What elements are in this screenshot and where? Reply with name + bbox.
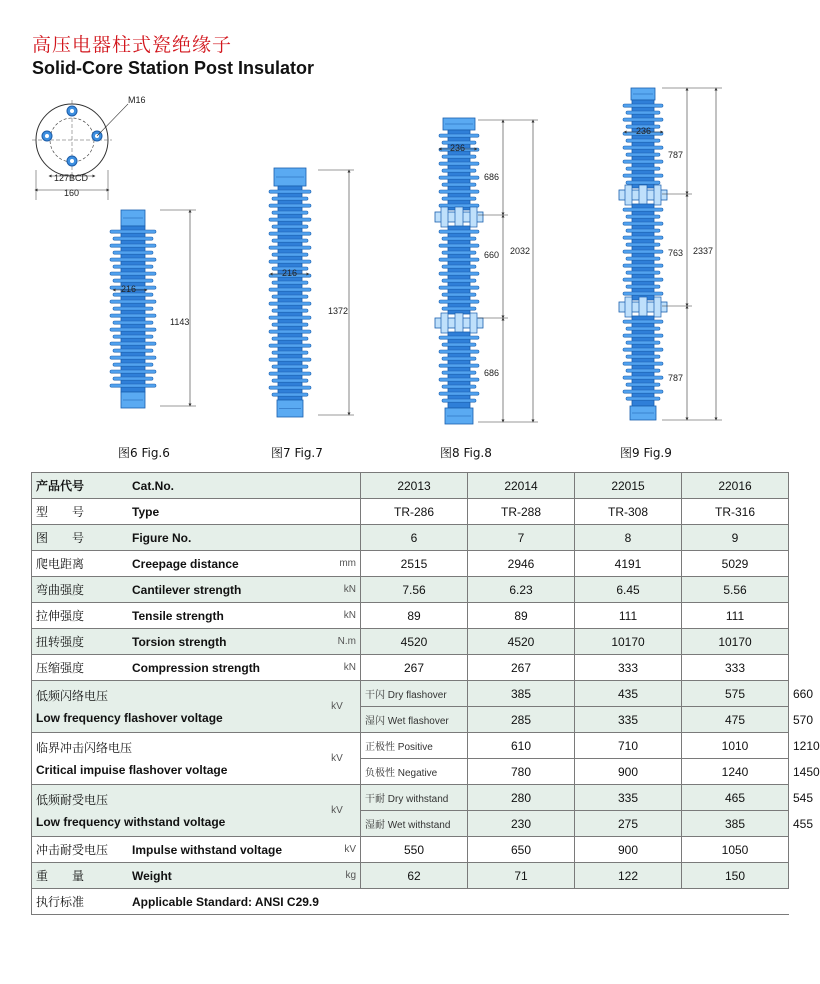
table-row-standard: [32, 889, 789, 915]
fig9-upper-label: 787: [668, 150, 684, 160]
row-label-en: Figure No.: [128, 525, 314, 551]
fig9-height-label: 2337: [693, 246, 714, 256]
cell-value: TR-308: [575, 499, 682, 525]
table-row-impulse_withstand: [32, 837, 789, 863]
top-view-diagram: [32, 95, 146, 200]
cell-value: 335: [575, 707, 682, 733]
cell-value: 1010: [682, 733, 789, 759]
row-label-cn: 执行标准: [32, 889, 129, 915]
cell-value: 465: [682, 785, 789, 811]
cell-value: 333: [575, 655, 682, 681]
row-unit: kg: [314, 863, 361, 889]
cell-value: 10170: [682, 629, 789, 655]
title-english: Solid-Core Station Post Insulator: [32, 58, 315, 78]
table-row-lf_withstand-wet: 湿耐 Wet withstand 230 275 385 455: [32, 811, 789, 837]
cell-value: 7.56: [361, 577, 468, 603]
cell-value: 275: [575, 811, 682, 837]
row-label-en: Compression strength: [128, 655, 314, 681]
group-unit: kV: [314, 785, 361, 837]
row-label-cn: 冲击耐受电压: [32, 837, 129, 863]
row-label-en: Weight: [128, 863, 314, 889]
insulator-drawings: [0, 80, 770, 470]
fig6-height-label: 1143: [170, 317, 190, 327]
group-label-cn: 临界冲击闪络电压: [36, 740, 133, 755]
cell-value: 230: [468, 811, 575, 837]
fig8-diameter-label: 236: [450, 143, 466, 153]
cell-value: 610: [468, 733, 575, 759]
cell-value: TR-286: [361, 499, 468, 525]
cell-value: 1240: [682, 759, 789, 785]
cell-value: 575: [682, 681, 789, 707]
cell-value: 22015: [575, 473, 682, 499]
row-label-cn: 拉伸强度: [32, 603, 129, 629]
cell-value: 111: [575, 603, 682, 629]
row-label-cn: 产品代号: [32, 473, 129, 499]
row-label-en: Tensile strength: [128, 603, 314, 629]
sub-label: 正极性 Positive: [361, 733, 468, 759]
cell-value: 22016: [682, 473, 789, 499]
table-row-torsion: [32, 629, 789, 655]
cell-value: 89: [361, 603, 468, 629]
bolt-circle-label: 127BCD: [54, 173, 89, 183]
cell-value: 122: [575, 863, 682, 889]
figure-caption-8: 图8 Fig.8: [440, 446, 492, 460]
cell-value: 89: [468, 603, 575, 629]
table-row-impulse_flashover-pos: 临界冲击闪络电压 Critical impuise flashover voltage kV 正极性 Positive 610 710 1010 1210: [32, 733, 789, 759]
cell-value: 62: [361, 863, 468, 889]
cell-value: 780: [468, 759, 575, 785]
table-row-compression: [32, 655, 789, 681]
fig9-mid-label: 763: [668, 248, 684, 258]
group-label-en: Low frequency flashover voltage: [36, 710, 223, 725]
insulator-fig7: [269, 168, 311, 417]
cell-value: 435: [575, 681, 682, 707]
table-row-weight: [32, 863, 789, 889]
bolt-size-label: M16: [128, 95, 146, 105]
group-label-en: Critical impuise flashover voltage: [36, 762, 228, 777]
cell-value: 475: [682, 707, 789, 733]
sub-label: 湿闪 Wet flashover: [361, 707, 468, 733]
cell-value: TR-288: [468, 499, 575, 525]
row-label-cn: 弯曲强度: [32, 577, 129, 603]
row-label-en: Applicable Standard: ANSI C29.9: [128, 889, 789, 915]
group-label-cn: 低频闪络电压: [36, 688, 109, 703]
cell-value: 71: [468, 863, 575, 889]
fig7-height-label: 1372: [328, 306, 349, 316]
sub-label: 负极性 Negative: [361, 759, 468, 785]
row-label-en: Cantilever strength: [128, 577, 314, 603]
cell-value: 710: [575, 733, 682, 759]
fig9-diameter-label: 236: [636, 126, 652, 136]
row-label-cn: 图 号: [32, 525, 129, 551]
cell-value: 333: [682, 655, 789, 681]
diameter-label: 160: [64, 188, 80, 198]
cell-value: 8: [575, 525, 682, 551]
row-label-cn: 扭转强度: [32, 629, 129, 655]
group-label: [32, 681, 315, 733]
row-unit: kN: [314, 577, 361, 603]
row-unit: kN: [314, 603, 361, 629]
fig8-upper-label: 686: [484, 172, 500, 182]
fig8-height-label: 2032: [510, 246, 531, 256]
row-unit: mm: [314, 551, 361, 577]
cell-value: 900: [575, 837, 682, 863]
fig8-lower-label: 686: [484, 368, 500, 378]
cell-value: 6: [361, 525, 468, 551]
row-unit: kV: [314, 837, 361, 863]
cell-value: 111: [682, 603, 789, 629]
table-row-type: [32, 499, 789, 525]
cell-value: 4520: [468, 629, 575, 655]
row-label-en: Creepage distance: [128, 551, 314, 577]
cell-value: 285: [468, 707, 575, 733]
row-unit: kN: [314, 655, 361, 681]
row-unit: N.m: [314, 629, 361, 655]
figure-caption-7: 图7 Fig.7: [271, 446, 323, 460]
cell-value: TR-316: [682, 499, 789, 525]
cell-value: 280: [468, 785, 575, 811]
fig7-diameter-label: 216: [282, 268, 298, 278]
group-label-cn: 低频耐受电压: [36, 792, 109, 807]
insulator-fig6: [110, 210, 156, 408]
row-label-cn: 爬电距离: [32, 551, 129, 577]
cell-value: 150: [682, 863, 789, 889]
cell-value: 335: [575, 785, 682, 811]
cell-value: 5029: [682, 551, 789, 577]
group-unit: kV: [314, 733, 361, 785]
cell-value: 650: [468, 837, 575, 863]
sub-label: 湿耐 Wet withstand: [361, 811, 468, 837]
cell-value: 385: [682, 811, 789, 837]
figure-caption-6: 图6 Fig.6: [118, 446, 170, 460]
table-row-tensile: [32, 603, 789, 629]
table-row-creepage: [32, 551, 789, 577]
cell-value: 2946: [468, 551, 575, 577]
cell-value: 900: [575, 759, 682, 785]
cell-value: 5.56: [682, 577, 789, 603]
group-label: [32, 733, 315, 785]
table-row-cantilever: [32, 577, 789, 603]
spec-table: [31, 472, 820, 915]
cell-value: 10170: [575, 629, 682, 655]
table-row-lf-flashover-dry: 低频闪络电压 Low frequency flashover voltage kV 干闪 Dry flashover 385 435 575 660: [32, 681, 789, 707]
table-row-catno: [32, 473, 789, 499]
cell-value: 2515: [361, 551, 468, 577]
table-row-lf_withstand-dry: 低频耐受电压 Low frequency withstand voltage kV 干耐 Dry withstand 280 335 465 545: [32, 785, 789, 811]
cell-value: 267: [468, 655, 575, 681]
table-row-lf-flashover-wet: 湿闪 Wet flashover 285 335 475 570: [32, 707, 789, 733]
figure-caption-9: 图9 Fig.9: [620, 446, 672, 460]
sub-label: 干耐 Dry withstand: [361, 785, 468, 811]
cell-value: 4520: [361, 629, 468, 655]
fig6-diameter-label: 216: [121, 284, 137, 294]
sub-label: 干闪 Dry flashover: [361, 681, 468, 707]
insulator-fig9: [619, 88, 667, 420]
cell-value: 7: [468, 525, 575, 551]
group-label: [32, 785, 315, 837]
cell-value: 6.45: [575, 577, 682, 603]
cell-value: 385: [468, 681, 575, 707]
cell-value: 6.23: [468, 577, 575, 603]
insulator-fig8: [435, 118, 483, 424]
cell-value: 1050: [682, 837, 789, 863]
group-unit: kV: [314, 681, 361, 733]
row-label-cn: 重 量: [32, 863, 129, 889]
cell-value: 22014: [468, 473, 575, 499]
row-label-en: Impulse withstand voltage: [128, 837, 314, 863]
row-label-en: Cat.No.: [128, 473, 314, 499]
cell-value: 9: [682, 525, 789, 551]
cell-value: 550: [361, 837, 468, 863]
cell-value: 22013: [361, 473, 468, 499]
title-chinese: 高压电器柱式瓷绝缘子: [32, 34, 233, 56]
row-label-en: Type: [128, 499, 314, 525]
row-label-en: Torsion strength: [128, 629, 314, 655]
table-row-impulse_flashover-neg: 负极性 Negative 780 900 1240 1450: [32, 759, 789, 785]
fig9-lower-label: 787: [668, 373, 684, 383]
row-label-cn: 型 号: [32, 499, 129, 525]
fig8-mid-label: 660: [484, 250, 500, 260]
cell-value: 267: [361, 655, 468, 681]
cell-value: 4191: [575, 551, 682, 577]
table-row-figure: [32, 525, 789, 551]
row-label-cn: 压缩强度: [32, 655, 129, 681]
group-label-en: Low frequency withstand voltage: [36, 814, 226, 829]
